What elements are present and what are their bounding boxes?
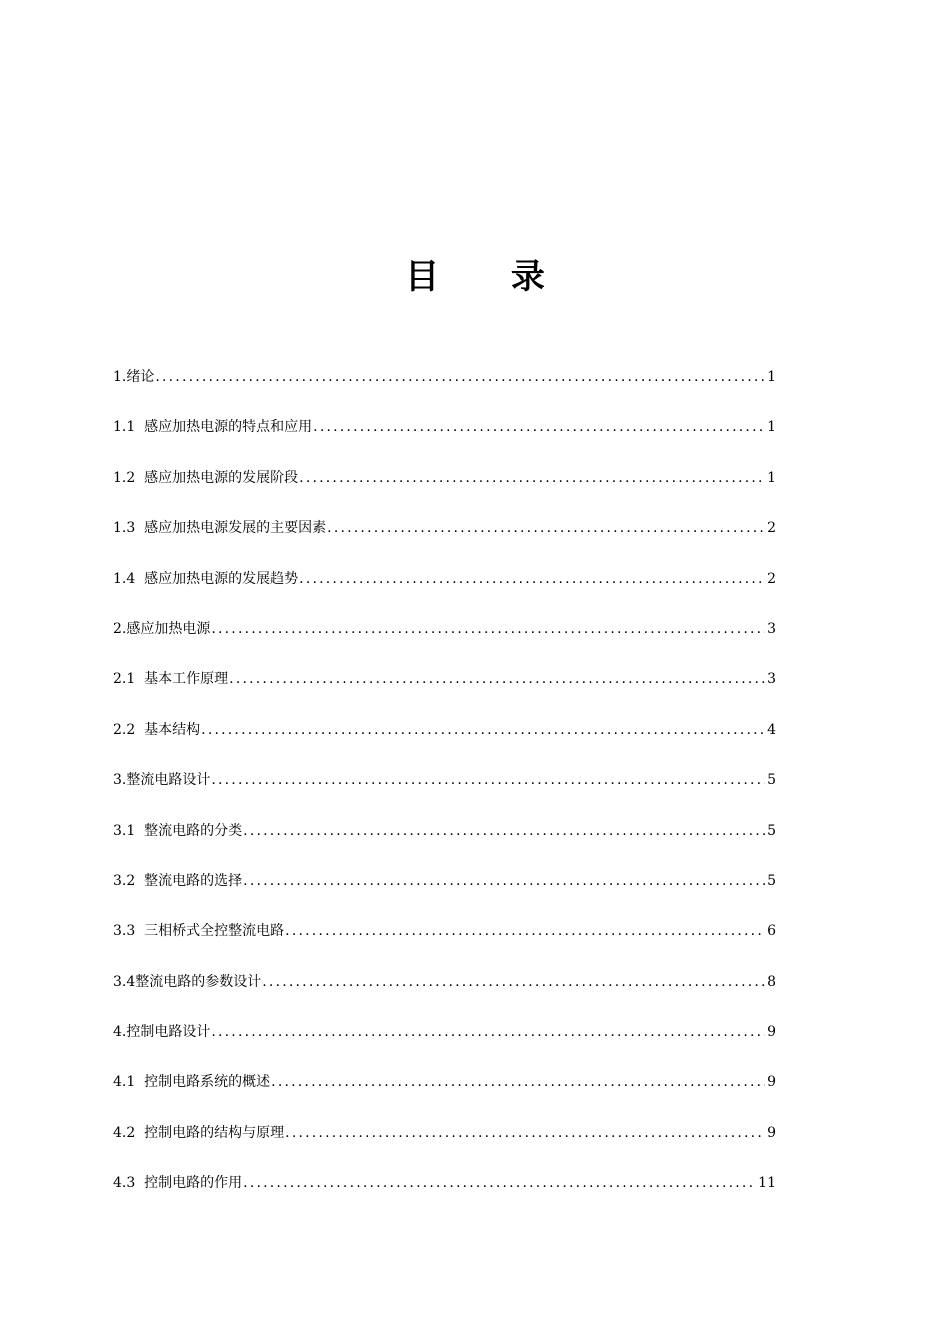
toc-entry-label: 3.4整流电路的参数设计: [113, 973, 262, 990]
toc-entry-label: 3.1 整流电路的分类: [113, 822, 243, 839]
toc-entry-page: 4: [767, 721, 776, 738]
toc-entry[interactable]: [113, 1021, 776, 1071]
toc-entry-label: 4.控制电路设计: [113, 1024, 211, 1041]
toc-entry[interactable]: [113, 820, 776, 870]
toc-entry-label: 4.3 控制电路的作用: [113, 1175, 243, 1192]
table-of-contents: [113, 366, 776, 1223]
toc-entry[interactable]: [113, 920, 776, 970]
dot-leader: [271, 1071, 765, 1093]
dot-leader: [201, 719, 765, 741]
dot-leader: [155, 366, 765, 388]
dot-leader: [299, 568, 765, 590]
toc-entry-page: 1: [767, 419, 776, 436]
toc-entry-label: 1.3 感应加热电源发展的主要因素: [113, 520, 327, 537]
toc-entry-label: 1.1 感应加热电源的特点和应用: [113, 419, 313, 436]
toc-entry-label: 1.4 感应加热电源的发展趋势: [113, 570, 299, 587]
toc-entry-label: 2.2 基本结构: [113, 721, 201, 738]
toc-entry[interactable]: [113, 568, 776, 618]
dot-leader: [299, 467, 765, 489]
dot-leader: [211, 1021, 765, 1043]
toc-entry[interactable]: [113, 870, 776, 920]
toc-entry[interactable]: [113, 769, 776, 819]
dot-leader: [262, 971, 765, 993]
toc-entry-label: 3.2 整流电路的选择: [113, 872, 243, 889]
dot-leader: [243, 870, 765, 892]
page-title: 目 录: [405, 256, 575, 297]
toc-entry-page: 3: [767, 620, 776, 637]
toc-entry[interactable]: [113, 1122, 776, 1172]
dot-leader: [285, 920, 765, 942]
dot-leader: [211, 769, 765, 791]
toc-entry[interactable]: [113, 1172, 776, 1222]
toc-entry-page: 6: [767, 923, 776, 940]
toc-entry-page: 3: [767, 671, 776, 688]
toc-entry-page: 9: [767, 1074, 776, 1091]
toc-entry-page: 9: [767, 1124, 776, 1141]
toc-entry-page: 5: [767, 822, 776, 839]
toc-entry[interactable]: [113, 416, 776, 466]
toc-entry-label: 3.3 三相桥式全控整流电路: [113, 923, 285, 940]
dot-leader: [243, 1172, 756, 1194]
dot-leader: [285, 1122, 765, 1144]
toc-entry[interactable]: [113, 668, 776, 718]
toc-entry-label: 2.感应加热电源: [113, 620, 211, 637]
toc-entry[interactable]: [113, 971, 776, 1021]
toc-entry[interactable]: [113, 1071, 776, 1121]
toc-entry[interactable]: [113, 366, 776, 416]
toc-entry-page: 11: [758, 1175, 776, 1192]
toc-entry-page: 5: [767, 872, 776, 889]
dot-leader: [327, 517, 765, 539]
toc-entry[interactable]: [113, 618, 776, 668]
toc-entry-page: 2: [767, 520, 776, 537]
toc-entry[interactable]: [113, 467, 776, 517]
dot-leader: [229, 668, 765, 690]
toc-entry-label: 1.绪论: [113, 369, 155, 385]
toc-entry-page: 5: [767, 772, 776, 789]
toc-entry[interactable]: [113, 517, 776, 567]
toc-entry-label: 3.整流电路设计: [113, 772, 211, 789]
toc-entry-page: 1: [767, 369, 776, 385]
dot-leader: [211, 618, 765, 640]
toc-entry-label: 4.1 控制电路系统的概述: [113, 1074, 271, 1091]
toc-entry-label: 1.2 感应加热电源的发展阶段: [113, 469, 299, 486]
toc-entry-label: 2.1 基本工作原理: [113, 671, 229, 688]
dot-leader: [313, 416, 765, 438]
toc-entry-page: 8: [767, 973, 776, 990]
toc-entry[interactable]: [113, 719, 776, 769]
toc-entry-page: 1: [767, 469, 776, 486]
toc-entry-label: 4.2 控制电路的结构与原理: [113, 1124, 285, 1141]
toc-entry-page: 9: [767, 1024, 776, 1041]
toc-entry-page: 2: [767, 570, 776, 587]
dot-leader: [243, 820, 765, 842]
